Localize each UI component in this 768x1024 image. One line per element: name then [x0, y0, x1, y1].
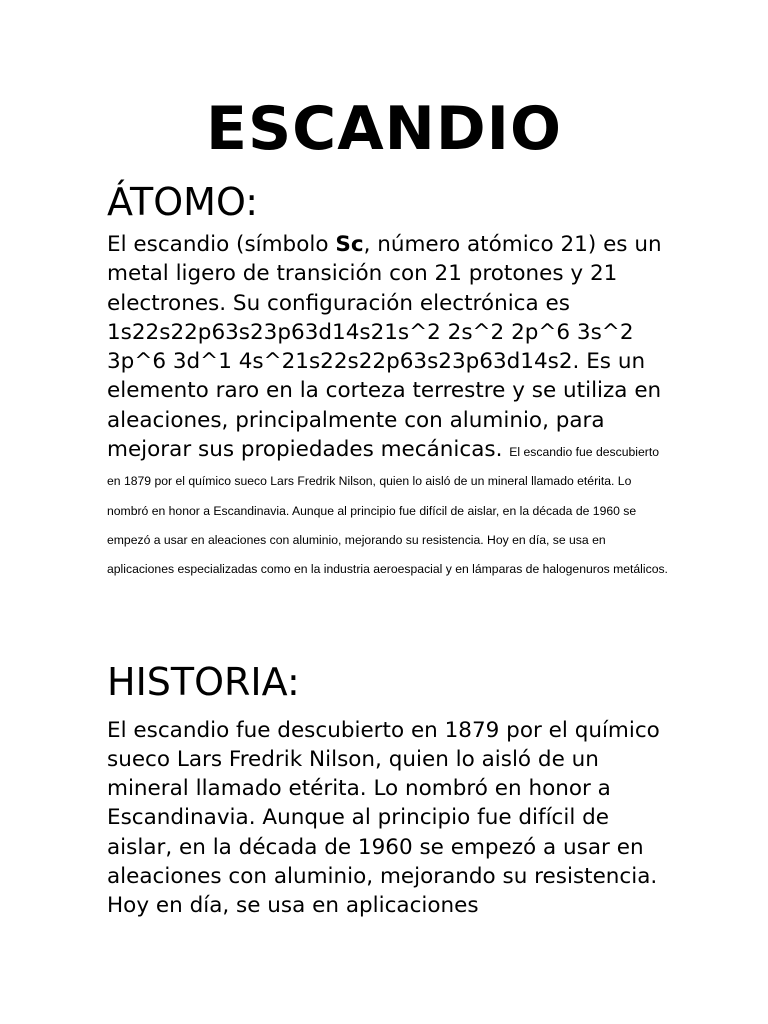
- element-symbol: Sc: [335, 232, 364, 257]
- atomo-text-before-symbol: El escandio (símbolo: [107, 232, 336, 257]
- document-title: ESCANDIO: [205, 94, 563, 164]
- section-heading-atomo: ÁTOMO:: [107, 180, 258, 224]
- historia-paragraph: El escandio fue descubierto en 1879 por el químico sueco Lars Fredrik Nilson, quien lo aisló de un mineral llamado etérita. Lo nombró en honor a Escandinavia. Aunque al principio fue difícil de aislar, en la década de 1960 se empezó a usar en aleaciones con aluminio, mejorando su resistencia. Hoy en día, se usa en aplicaciones: [107, 717, 660, 919]
- atomo-small-text: El escandio fue descubierto en 1879 por el químico sueco Lars Fredrik Nilson, quien lo aisló de un mineral llamado etérita. Lo nombró en honor a Escandinavia. Aunque al principio fue difícil de aislar, en la década de 1960 se empezó a usar en aleaciones con aluminio, mejorando su resistencia. Hoy en día, se usa en aplicaciones especializadas como en la industria aeroespacial y en lámparas de halogenuros metálicos.: [107, 445, 668, 577]
- section-heading-historia: HISTORIA:: [107, 659, 300, 704]
- atomo-paragraph: [107, 230, 668, 582]
- atomo-text-after-symbol: , número atómico 21) es un metal ligero de transición con 21 protones y 21 electrones. Su configuración electrónica es 1s22s22p63s23p63d14s21s^2 2s^2 2p^6 3s^2 3p^6 3d^1 4s^21s22s22p63s23p63d14s2. Es un elemento raro en la corteza terrestre y se utiliza en aleaciones, principalmente con aluminio, para mejorar sus propiedades mecánicas.: [107, 232, 662, 463]
